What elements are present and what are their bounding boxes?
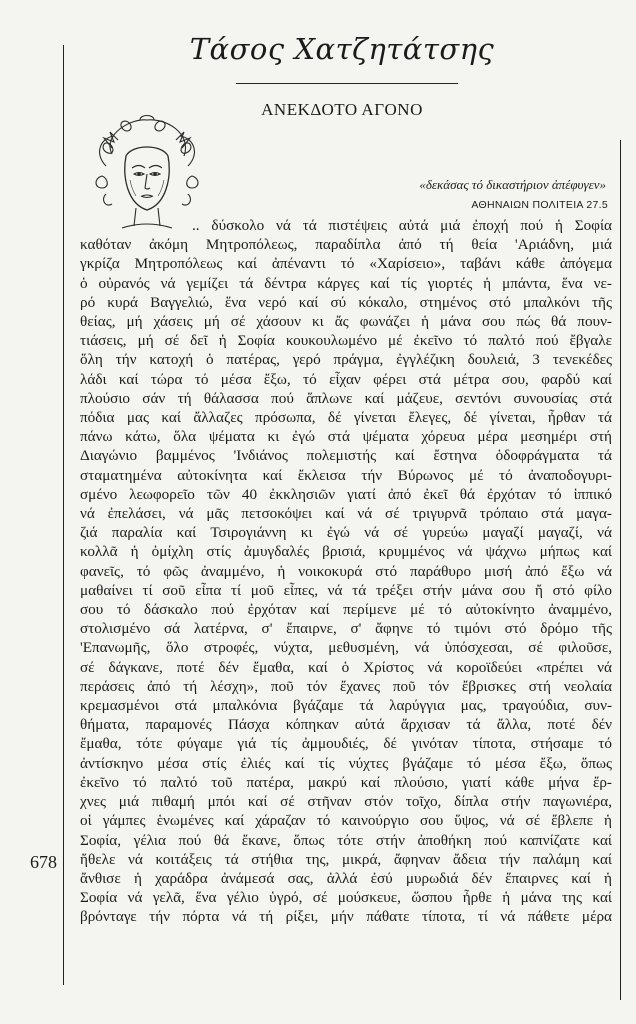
body-line: χνες μιά πιθαμή μπόι καί σέ στῆναν στόν τοῖχο, δίπλα στήν παγωνιέρα,	[80, 793, 612, 811]
body-line: θήματα, παραμονές Πάσχα κόπηκαν αὐτά ἄρχισαν τά ἄλλα, ποτέ δέν	[80, 716, 612, 734]
body-line: ἤθελε νά κοιτάξεις τά στήθια της, μικρά, ἄφηναν ἄδεια τήν παλάμη καί	[80, 850, 612, 868]
body-line: καθόταν ἀκόμη Μητροπόλεως, παραδίπλα ἀπό τή θεία 'Αριάδνη, μιά	[80, 236, 612, 254]
body-line: μαθαίνει τί σοῦ εἶπα τί μοῦ εἶπες, νά τά τρέξει στήν μάνα σου ἤ στό φίλο	[80, 581, 612, 599]
body-line: λάδι καί τώρα τό μέσα ἔξω, τό εἶχαν φέρει στά μέτρα σου, φαρδύ καί	[80, 370, 612, 388]
body-line: θείας, μή χάσεις μή σέ χάσουν κι ἄς φωνάζει ἡ μάνα σου πώς θά πουν-	[80, 313, 612, 331]
body-line: στολισμένο σά λατέρνα, σ' ἔπαιρνε, σ' ἄφηνε τό τιμόνι στό δρόμο τῆς	[80, 620, 612, 638]
body-line: σμένο λεωφορεῖο τῶν 40 ἐκκλησιῶν γιατί ἀπό ἐκεῖ θά ἐρχόταν τό ἱππικό	[80, 485, 612, 503]
author-underline	[236, 83, 458, 84]
body-line: 'Επανωμῆς, ὅλο στροφές, νύχτα, μεθυσμένη, νά ὑπόσχεσαι, σέ φιλοῦσε,	[80, 639, 612, 657]
body-line: ζιά παραλία καί Τσιρογιάννη κι ἐγώ νά σέ γυρεύω μαγαζί μαγαζί, νά	[80, 524, 612, 542]
body-line: κρεμασμένοι στά μπαλκόνια βγάζαμε τά λαρύγγια μας, τραγούδια, συν-	[80, 697, 612, 715]
body-line: πάνω κάτω, ὅλα ψέματα κι ἐγώ στά ψέματα χόρευα μέρα μεσημέρι στή	[80, 428, 612, 446]
story-title: ΑΝΕΚΔΟΤΟ ΑΓΟΝΟ	[261, 100, 423, 119]
body-line: φανεῖς, τό φῶς ἀναμμένο, ἡ νοικοκυρά στό παράθυρο μισή ἀπό ἔξω νά	[80, 562, 612, 580]
body-line: νά ἐπελάσει, νά μᾶς πετσοκόψει καί νά σέ τριγυρνᾶ τρόπαιο στά μαγα-	[80, 505, 612, 523]
body-line: κολλᾶ ἡ ὀμίχλη στίς ἀμυγδαλές βρισιά, κρυμμένος νά ψάχνω μήπως καί	[80, 543, 612, 561]
body-line: σου τό δάσκαλο πού ἐρχόταν καί περίμενε μέ τό αὐτοκίνητο ἀναμμένο,	[80, 601, 612, 619]
left-margin-rule	[63, 45, 64, 985]
body-line: βρόνταγε τήν πόρτα νά τή ρίξει, μήν πάθατε τίποτα, τί νά πάθετε μέρα	[80, 908, 612, 926]
body-line: .. δύσκολο νά τά πιστέψεις αὐτά μιά ἐποχή πού ἡ Σοφία	[192, 217, 612, 234]
body-line: Σοφία, γέλια πού θά ἔκανε, ὅπως τότε στήν ἀποθήκη πού καπνίζατε καί	[80, 831, 612, 849]
body-line: ρό κυρά Βαγγελιώ, ἕνα νερό καί σύ κόκαλο, στημένος στό μπαλκόνι τῆς	[80, 293, 612, 311]
body-line: γκρίζα Μητροπόλεως καί ἀπέναντι τό «Χαρίσειο», ταβάνι κάθε ἀπόγεμα	[80, 255, 612, 273]
body-line: ἄνθισε ἡ χαράδρα ἀνάμεσά σας, ἀλλά ἐσύ μυρωδιά δέν ἔπαιρνες καί ἡ	[80, 869, 612, 887]
right-margin-rule	[620, 140, 621, 1000]
body-line: ὁ οὐρανός νά γεμίζει τά δέντρα κάργες καί τίς γιορτές ἡ μπάντα, ἕνα νε-	[80, 274, 612, 292]
epigraph-quote: «δεκάσας τό δικαστήριον ἀπέφυγεν»	[419, 177, 606, 192]
body-line: πόδια μας καί ἄλλαζες πρόσωπα, δέ γίνεται ἔλεγες, δέ γίνεται, ἦρθαν τά	[80, 409, 612, 427]
page-number: 678	[30, 852, 57, 872]
body-line: ἐκεῖνο τό παλτό τοῦ πατέρα, μακρύ καί πλούσιο, γιατί κάθε μήνα ἔρ-	[80, 773, 612, 791]
body-line: ὅλη τήν κατοχή ὁ πατέρας, γερό πράγμα, ἐγγλέζικη δουλειά, 3 τενεκέδες	[80, 351, 612, 369]
body-line: σέ δάγκανε, ποτέ δέν ἔμαθα, καί ὁ Χρίστος νά κοροϊδεύει «πρέπει νά	[80, 658, 612, 676]
body-line: πλούσιο σάν τή θάλασσα πού ἅπλωνε καί μάζευε, σεντόνι συνουσίας στά	[80, 389, 612, 407]
story-body	[80, 216, 612, 927]
body-line: οἱ γάμπες ἑνωμένες καί χάραζαν τό καινούργιο σου ὕψος, νά σέ ἔβλεπε ἡ	[80, 812, 612, 830]
body-line: Διαγώνιο βαμμένος 'Ινδιάνος πολεμιστής καί ἔστηνα ὁδοφράγματα τά	[80, 447, 612, 465]
body-line: ἀντίσκηνο μέσα στίς ἐλιές καί τίς νύχτες βγάζαμε τό μέσα ἔξω, ὅπως	[80, 754, 612, 772]
epigraph-source: ΑΘΗΝΑΙΩΝ ΠΟΛΙΤΕΙΑ 27.5	[471, 199, 608, 211]
author-name: Τάσος Χατζητάτσης	[189, 32, 495, 66]
body-line: τιάσεις, μή σέ δεῖ ἡ Σοφία κουκουλωμένο μέ ἐκεῖνο τό παλτό πού ἔβγαλε	[80, 332, 612, 350]
body-line: περάσεις ἀπό τή λέσχη», ποῦ τόν ἔχανες ποῦ τόν ἔβρισκες στή νεολαία	[80, 677, 612, 695]
body-line: Σοφία νά γελᾶ, ἕνα γέλιο ὑγρό, σέ μούσκευε, ὥσπου ἦρθε ἡ μάνα της καί	[80, 889, 612, 907]
body-line: ἔμαθα, τότε φύγαμε γιά τίς ἀμμουδιές, δέ γινόταν τίποτα, στήσαμε τό	[80, 735, 612, 753]
body-line: σταματημένα αὐτοκίνητα καί ἔκλεισα τήν Βύρωνος μέ τό ἀναποδογυρι-	[80, 466, 612, 484]
